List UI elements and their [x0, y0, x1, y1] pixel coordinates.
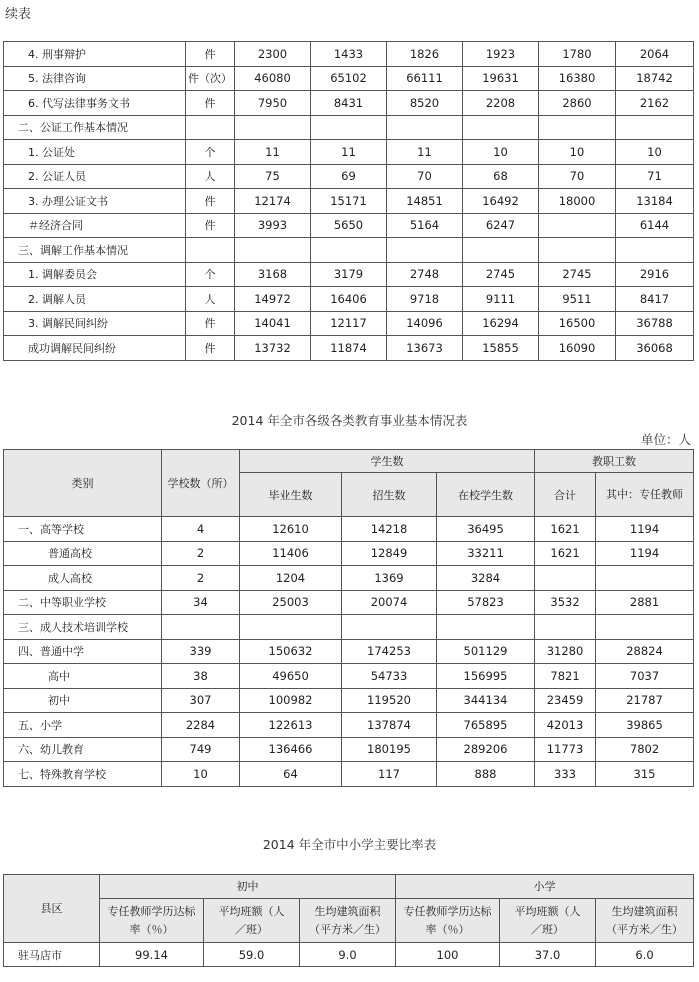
row-unit: 件（次）	[186, 66, 235, 91]
table-cell	[535, 566, 596, 591]
header-graduates: 毕业生数	[240, 473, 342, 517]
row-label: 六、幼儿教育	[4, 737, 162, 762]
unit-note: 单位：人	[640, 432, 691, 447]
table-row	[4, 238, 694, 263]
table-cell: 33211	[437, 541, 535, 566]
table-cell: 36788	[616, 311, 694, 336]
row-label: 七、特殊教育学校	[4, 762, 162, 787]
table-cell: 2	[162, 566, 240, 591]
table-cell	[539, 213, 616, 238]
table-cell: 14972	[235, 287, 311, 312]
table-cell: 2	[162, 541, 240, 566]
education-table	[3, 449, 694, 787]
table-row	[4, 213, 694, 238]
row-unit: 件	[186, 311, 235, 336]
table-cell: 59.0	[204, 943, 300, 967]
table-cell: 9.0	[300, 943, 396, 967]
table-row	[4, 541, 694, 566]
table-cell: 42013	[535, 713, 596, 738]
row-unit: 件	[186, 91, 235, 116]
table-cell: 9511	[539, 287, 616, 312]
table-cell: 16500	[539, 311, 616, 336]
row-label: 二、中等职业学校	[4, 590, 162, 615]
table-cell: 14851	[387, 189, 463, 214]
table-cell: 14218	[342, 517, 437, 542]
row-label: 5. 法律咨询	[4, 66, 186, 91]
table-cell: 13732	[235, 336, 311, 361]
table-cell: 1194	[596, 541, 694, 566]
table-cell: 10	[616, 140, 694, 165]
table-cell	[616, 238, 694, 263]
table-cell: 28824	[596, 639, 694, 664]
table-cell: 15171	[311, 189, 387, 214]
table-row	[4, 91, 694, 116]
row-label: 成人高校	[4, 566, 162, 591]
table-cell: 888	[437, 762, 535, 787]
table-cell: 2860	[539, 91, 616, 116]
table-cell	[596, 566, 694, 591]
table-cell: 34	[162, 590, 240, 615]
row-label: 3. 办理公证文书	[4, 189, 186, 214]
table-cell: 5164	[387, 213, 463, 238]
table-row	[4, 566, 694, 591]
table-cell: 3532	[535, 590, 596, 615]
table-row	[4, 762, 694, 787]
header-schools: 学校数（所）	[162, 450, 240, 517]
row-label: 4. 刑事辩护	[4, 42, 186, 67]
table-cell: 16406	[311, 287, 387, 312]
table-cell: 2064	[616, 42, 694, 67]
row-unit: 人	[186, 287, 235, 312]
table-row	[4, 42, 694, 67]
table-cell: 36068	[616, 336, 694, 361]
header-enrolled: 招生数	[342, 473, 437, 517]
table-row	[4, 688, 694, 713]
table-cell: 1780	[539, 42, 616, 67]
table-cell: 21787	[596, 688, 694, 713]
table-cell: 137874	[342, 713, 437, 738]
table-cell: 1923	[463, 42, 539, 67]
header-junior-teacher-rate: 专任教师学历达标率（％）	[100, 899, 204, 943]
table-cell: 12117	[311, 311, 387, 336]
table-cell: 1621	[535, 541, 596, 566]
table-cell	[437, 615, 535, 640]
row-unit	[186, 115, 235, 140]
table-cell: 11	[311, 140, 387, 165]
header-primary-area: 生均建筑面积（平方米／生）	[596, 899, 694, 943]
table-cell: 57823	[437, 590, 535, 615]
table-cell: 9111	[463, 287, 539, 312]
table-cell: 117	[342, 762, 437, 787]
table-cell: 75	[235, 164, 311, 189]
header-students: 学生数	[240, 450, 535, 473]
table-row	[4, 164, 694, 189]
table-cell: 16492	[463, 189, 539, 214]
header-total: 合计	[535, 473, 596, 517]
table-cell: 11	[235, 140, 311, 165]
table-cell: 15855	[463, 336, 539, 361]
table-cell: 16380	[539, 66, 616, 91]
table-row	[4, 115, 694, 140]
table-cell: 54733	[342, 664, 437, 689]
table-cell: 18000	[539, 189, 616, 214]
table-cell: 2300	[235, 42, 311, 67]
row-label: 高中	[4, 664, 162, 689]
table-cell: 3168	[235, 262, 311, 287]
table-cell: 38	[162, 664, 240, 689]
table-cell	[463, 238, 539, 263]
table-cell	[535, 615, 596, 640]
table-cell: 12849	[342, 541, 437, 566]
table-row	[4, 590, 694, 615]
row-unit: 件	[186, 336, 235, 361]
table-cell: 1194	[596, 517, 694, 542]
table-cell: 39865	[596, 713, 694, 738]
table-row	[4, 737, 694, 762]
table-row	[4, 664, 694, 689]
table-cell: 20074	[342, 590, 437, 615]
table-cell	[235, 115, 311, 140]
table-row	[4, 639, 694, 664]
table-cell: 333	[535, 762, 596, 787]
table-cell: 69	[311, 164, 387, 189]
table-cell: 100	[396, 943, 500, 967]
row-unit: 个	[186, 262, 235, 287]
header-primary-class-size: 平均班额（人／班）	[500, 899, 596, 943]
table-cell: 2745	[539, 262, 616, 287]
table-cell: 11406	[240, 541, 342, 566]
table-cell: 36495	[437, 517, 535, 542]
table-cell: 14096	[387, 311, 463, 336]
table-cell: 6247	[463, 213, 539, 238]
table-cell: 344134	[437, 688, 535, 713]
education-table-title: 2014 年全市各级各类教育事业基本情况表	[231, 413, 468, 428]
table-cell: 13184	[616, 189, 694, 214]
header-junior-area: 生均建筑面积（平方米／生）	[300, 899, 396, 943]
row-unit: 人	[186, 164, 235, 189]
row-label: 二、公证工作基本情况	[4, 115, 186, 140]
table-cell	[311, 115, 387, 140]
table-cell	[342, 615, 437, 640]
table-cell: 9718	[387, 287, 463, 312]
table-cell: 749	[162, 737, 240, 762]
header-category: 类别	[4, 450, 162, 517]
table-cell: 8431	[311, 91, 387, 116]
table-cell: 2284	[162, 713, 240, 738]
ratio-table	[3, 874, 694, 967]
table-cell: 19631	[463, 66, 539, 91]
table-cell: 37.0	[500, 943, 596, 967]
table-cell: 2745	[463, 262, 539, 287]
table-cell: 12174	[235, 189, 311, 214]
ratio-table-title: 2014 年全市中小学主要比率表	[262, 837, 437, 852]
table-cell: 1621	[535, 517, 596, 542]
row-label: 1. 公证处	[4, 140, 186, 165]
table-row	[4, 615, 694, 640]
table-cell	[539, 238, 616, 263]
row-unit: 件	[186, 42, 235, 67]
table-row	[4, 189, 694, 214]
table-cell: 8520	[387, 91, 463, 116]
header-junior: 初中	[100, 875, 396, 899]
row-label: 初中	[4, 688, 162, 713]
row-label: 3. 调解民间纠纷	[4, 311, 186, 336]
header-teachers: 其中：专任教师	[596, 473, 694, 517]
table-cell	[240, 615, 342, 640]
table-cell	[387, 238, 463, 263]
table-cell: 11	[387, 140, 463, 165]
table-cell: 6.0	[596, 943, 694, 967]
table-cell: 289206	[437, 737, 535, 762]
row-label: 普通高校	[4, 541, 162, 566]
table-cell: 765895	[437, 713, 535, 738]
row-unit: 件	[186, 213, 235, 238]
table-cell: 7037	[596, 664, 694, 689]
table-cell	[162, 615, 240, 640]
table-cell	[235, 238, 311, 263]
table-cell	[311, 238, 387, 263]
table-cell: 70	[539, 164, 616, 189]
row-unit: 件	[186, 189, 235, 214]
row-label: 成功调解民间纠纷	[4, 336, 186, 361]
row-label: 一、高等学校	[4, 517, 162, 542]
header-junior-class-size: 平均班额（人／班）	[204, 899, 300, 943]
header-staff: 教职工数	[535, 450, 694, 473]
table-cell: 13673	[387, 336, 463, 361]
table-row	[4, 943, 694, 967]
table-row	[4, 713, 694, 738]
continued-label: 续表	[5, 7, 32, 22]
row-label: 三、调解工作基本情况	[4, 238, 186, 263]
table-cell: 122613	[240, 713, 342, 738]
row-label: 三、成人技术培训学校	[4, 615, 162, 640]
table-cell: 46080	[235, 66, 311, 91]
table-cell	[596, 615, 694, 640]
table-cell: 10	[539, 140, 616, 165]
table-cell: 2162	[616, 91, 694, 116]
table-cell: 65102	[311, 66, 387, 91]
table-cell: 68	[463, 164, 539, 189]
table-cell: 2881	[596, 590, 694, 615]
table-row	[4, 287, 694, 312]
table-cell: 501129	[437, 639, 535, 664]
table-cell: 100982	[240, 688, 342, 713]
row-label: 1. 调解委员会	[4, 262, 186, 287]
row-label: ＃经济合同	[4, 213, 186, 238]
row-label: 6. 代写法律事务文书	[4, 91, 186, 116]
table-cell: 1433	[311, 42, 387, 67]
header-primary-teacher-rate: 专任教师学历达标率（％）	[396, 899, 500, 943]
table-cell: 7802	[596, 737, 694, 762]
table-cell: 7821	[535, 664, 596, 689]
table-row	[4, 336, 694, 361]
row-label: 五、小学	[4, 713, 162, 738]
table-cell: 64	[240, 762, 342, 787]
header-in-school: 在校学生数	[437, 473, 535, 517]
header-county: 县区	[4, 875, 100, 943]
table-cell: 25003	[240, 590, 342, 615]
row-label: 四、普通中学	[4, 639, 162, 664]
table-cell: 11773	[535, 737, 596, 762]
table-cell: 14041	[235, 311, 311, 336]
table-cell: 156995	[437, 664, 535, 689]
table-row	[4, 517, 694, 542]
table-cell: 10	[162, 762, 240, 787]
row-label: 驻马店市	[4, 943, 100, 967]
table-cell: 1826	[387, 42, 463, 67]
header-primary: 小学	[396, 875, 694, 899]
table-cell: 1204	[240, 566, 342, 591]
table-cell: 339	[162, 639, 240, 664]
table-cell	[616, 115, 694, 140]
row-label: 2. 公证人员	[4, 164, 186, 189]
table-cell: 11874	[311, 336, 387, 361]
table-cell: 307	[162, 688, 240, 713]
row-unit	[186, 238, 235, 263]
table-cell: 150632	[240, 639, 342, 664]
table-cell: 6144	[616, 213, 694, 238]
table-cell: 119520	[342, 688, 437, 713]
row-label: 2. 调解人员	[4, 287, 186, 312]
table-cell: 31280	[535, 639, 596, 664]
table-cell: 7950	[235, 91, 311, 116]
justice-statistics-table	[3, 41, 694, 361]
table-cell: 16090	[539, 336, 616, 361]
table-cell: 71	[616, 164, 694, 189]
table-cell: 174253	[342, 639, 437, 664]
row-unit: 个	[186, 140, 235, 165]
table-cell: 66111	[387, 66, 463, 91]
table-cell: 10	[463, 140, 539, 165]
table-cell: 12610	[240, 517, 342, 542]
table-cell: 5650	[311, 213, 387, 238]
table-cell: 3284	[437, 566, 535, 591]
table-row	[4, 262, 694, 287]
table-cell: 3179	[311, 262, 387, 287]
table-cell: 4	[162, 517, 240, 542]
table-cell: 2208	[463, 91, 539, 116]
table-row	[4, 66, 694, 91]
table-cell: 3993	[235, 213, 311, 238]
table-cell: 2916	[616, 262, 694, 287]
table-cell: 70	[387, 164, 463, 189]
table-cell: 18742	[616, 66, 694, 91]
table-cell	[387, 115, 463, 140]
table-cell: 8417	[616, 287, 694, 312]
table-cell	[463, 115, 539, 140]
table-cell: 2748	[387, 262, 463, 287]
table-cell: 315	[596, 762, 694, 787]
table-cell: 1369	[342, 566, 437, 591]
table-row	[4, 311, 694, 336]
table-cell	[539, 115, 616, 140]
table-cell: 49650	[240, 664, 342, 689]
table-cell: 23459	[535, 688, 596, 713]
table-cell: 136466	[240, 737, 342, 762]
table-cell: 180195	[342, 737, 437, 762]
table-row	[4, 140, 694, 165]
table-cell: 99.14	[100, 943, 204, 967]
table-cell: 16294	[463, 311, 539, 336]
